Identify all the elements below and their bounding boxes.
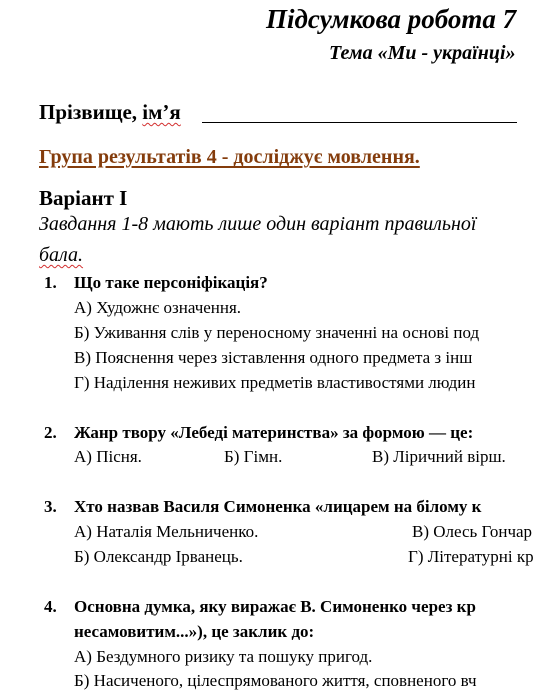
- question-4-text-line-2: несамовитим...»), це заклик до:: [74, 622, 315, 641]
- question-4-option-a: А) Бездумного ризику та пошуку пригод.: [74, 647, 373, 666]
- question-2-option-c: В) Ліричний вірш.: [372, 447, 506, 466]
- question-2-option-a: А) Пісня.: [74, 447, 142, 466]
- question-1-number: 1.: [44, 273, 57, 292]
- question-1-option-d: Г) Наділення неживих предметів властивостями людин: [74, 373, 476, 392]
- question-4-option-b: Б) Насиченого, цілеспрямованого життя, сповненого вч: [74, 671, 477, 690]
- question-2-number: 2.: [44, 423, 57, 442]
- question-3-option-b-text: Б) Олександр Ірванець.: [74, 547, 243, 566]
- student-name-blank[interactable]: [202, 122, 517, 123]
- question-3-option-c: В) Олесь Гончар: [412, 522, 533, 541]
- question-3-option-b: [74, 547, 243, 567]
- question-1-option-b: Б) Уживання слів у переносному значенні на основі под: [74, 323, 480, 342]
- result-group-heading: Група результатів 4 - досліджує мовлення.: [39, 146, 420, 168]
- topic-subtitle: Тема «Ми - українці»: [329, 42, 516, 64]
- question-4-text-line-1: Основна думка, яку виражає В. Симоненко через кр: [74, 597, 476, 616]
- student-name-label-part2: ім’я: [142, 100, 181, 124]
- variant-heading: Варіант І: [39, 186, 128, 210]
- question-3-option-a: А) Наталія Мельниченко.: [74, 522, 259, 541]
- question-1-option-c: В) Пояснення через зіставлення одного предмета з інш: [74, 348, 473, 367]
- question-4-number: 4.: [44, 597, 57, 616]
- question-2-text: Жанр твору «Лебеді материнства» за формою — це:: [74, 423, 474, 442]
- page-title: Підсумкова робота 7: [266, 4, 517, 34]
- instructions-line-1: Завдання 1-8 мають лише один варіант правильної: [39, 213, 477, 235]
- instructions-line-2: бала.: [39, 244, 84, 266]
- question-1-option-a: А) Художнє означення.: [74, 298, 242, 317]
- question-3-text: Хто назвав Василя Симоненка «лицарем на білому к: [74, 497, 482, 516]
- question-3-number: 3.: [44, 497, 57, 516]
- student-name-label: [39, 100, 181, 125]
- student-name-label-part1: Прізвище,: [39, 100, 143, 124]
- question-2-option-b: Б) Гімн.: [224, 447, 283, 466]
- question-1-text: Що таке персоніфікація?: [74, 273, 268, 292]
- question-3-option-d: Г) Літературні кр: [408, 547, 534, 566]
